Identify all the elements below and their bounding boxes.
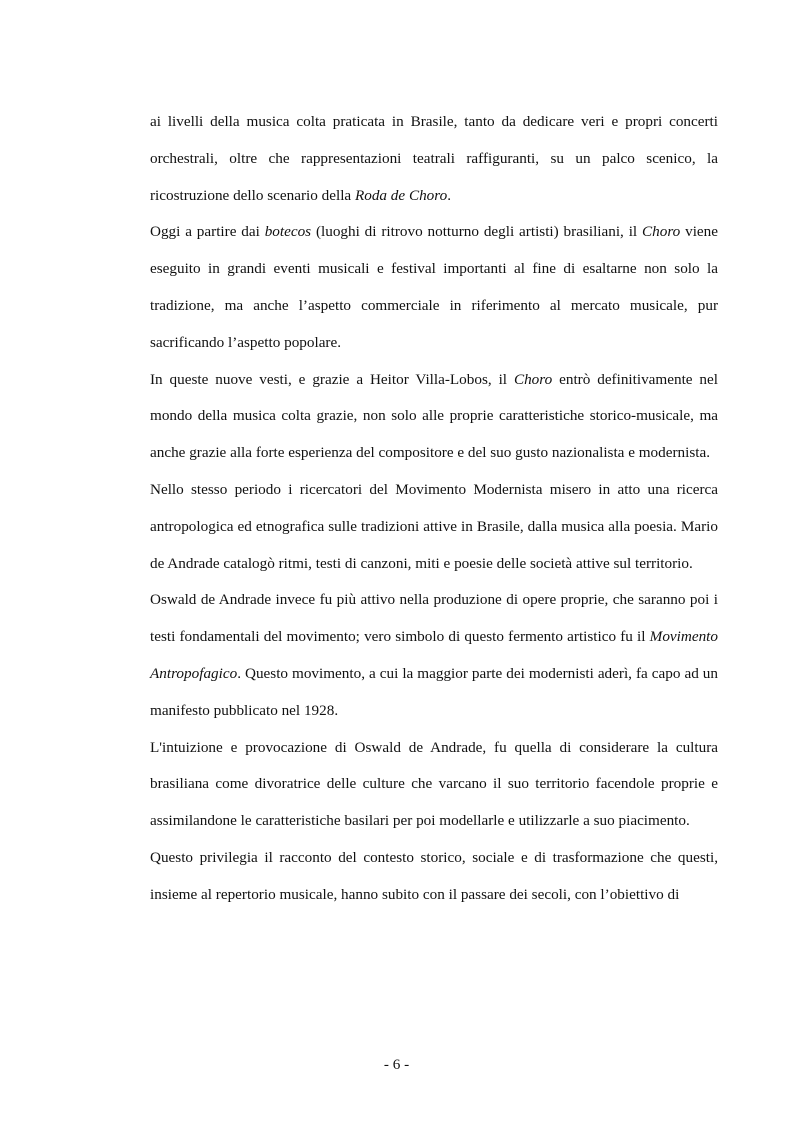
italic-term: Roda de Choro [354,186,448,204]
italic-term: Choro [642,223,681,241]
text-run: Nello stesso periodo i ricercatori del Movimento Modernista misero in atto una ricerca antropologica ed etnografica sulle tradizioni attive in Brasile, dalla musica alla poesia. Mario de Andrade catalogò ritmi, testi di canzoni, miti e poesie delle società attive sul territorio. [150,480,718,572]
text-run: Oswald de Andrade invece fu più attivo nella produzione di opere proprie, che saranno poi i testi fondamentali del movimento; vero simbolo di questo fermento artistico fu il [150,591,718,646]
paragraph [150,582,718,729]
paragraph [150,104,718,214]
text-run: entrò definitivamente nel mondo della musica colta grazie, non solo alle proprie caratteristiche storico-musicale, ma anche grazie alla forte esperienza del compositore e del suo gusto nazionalista e modernista. [150,370,718,462]
paragraph [150,362,718,472]
italic-term: Movimento Antropofagico [150,628,718,682]
paragraph [150,840,718,914]
text-run: Questo privilegia il racconto del contesto storico, sociale e di trasformazione che questi, insieme al repertorio musicale, hanno subito con il passare dei secoli, con l’obiettivo di [150,848,718,903]
text-run: L'intuizione e provocazione di Oswald de Andrade, fu quella di considerare la cultura brasiliana come divoratrice delle culture che varcano il suo territorio facendole proprie e assimilandone le caratteristiche basilari per poi modellarle e utilizzarle a suo piacimento. [150,738,718,830]
text-run: ai livelli della musica colta praticata in Brasile, tanto da dedicare veri e propri concerti orchestrali, oltre che rappresentazioni teatrali raffiguranti, su un palco scenico, la ricostruzione dello scenario della [150,113,718,204]
page-number: - 6 - [383,1056,410,1073]
text-run: . [447,186,451,204]
text-run: viene eseguito in grandi eventi musicali e festival importanti al fine di esaltarne non solo la tradizione, ma anche l’aspetto commerciale in riferimento al mercato musicale, pur sacrificando l’aspetto popolare. [150,223,719,351]
text-run: (luoghi di ritrovo notturno degli artisti) brasiliani, il [311,223,642,241]
paragraph [150,730,718,840]
italic-term: Choro [513,370,553,388]
body-text [150,104,718,914]
paragraph [150,214,718,361]
italic-term: botecos [264,223,312,241]
paragraph [150,472,718,582]
text-run: Oggi a partire dai [150,223,265,241]
text-run: . Questo movimento, a cui la maggior parte dei modernisti aderì, fa capo ad un manifesto pubblicato nel 1928. [150,664,718,719]
text-run: In queste nuove vesti, e grazie a Heitor Villa-Lobos, il [150,370,514,388]
